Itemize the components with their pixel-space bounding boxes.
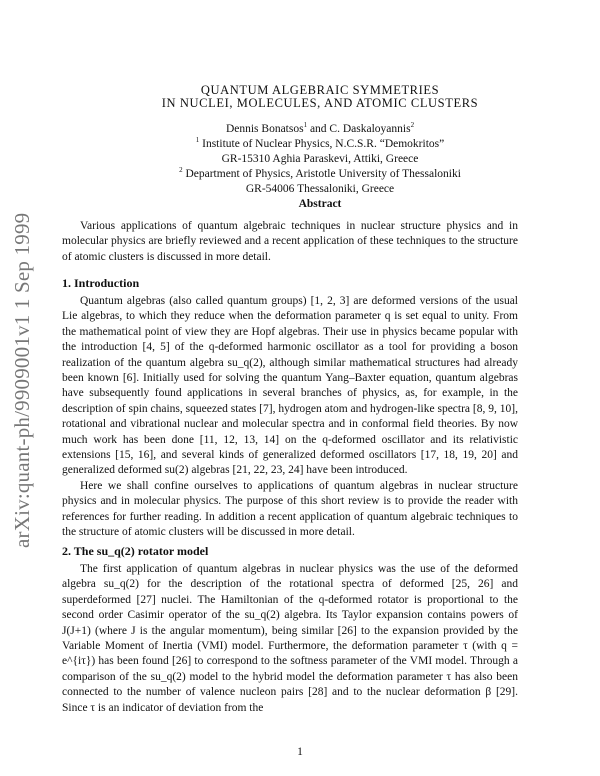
author-1: Dennis Bonatsos bbox=[225, 123, 304, 135]
affiliation-1-mark: 1 bbox=[195, 136, 200, 145]
abstract-heading: Abstract bbox=[298, 198, 342, 210]
abstract-text: Various applications of quantum algebraic techniques in nuclear structure physics and in molecular physics are briefly reviewed and a recent application of these techniques to the structure of atomic clusters is discussed in more detail. bbox=[62, 220, 518, 263]
section-2-paragraph-1: The first application of quantum algebras in nuclear physics was the use of the deformed algebra su_q(2) for the description of the rotational spectra of deformed [25, 26] and superdeformed [27] nuclei. The Hamiltonian of the q-deformed rotator is proportional to the second order Casimir operator of the su_q(2) algebra. Its Taylor expansion contains powers of J(J+1) (where J is the angular momentum), being similar [26] to the expansion provided by the Variable Moment of Inertia (VMI) model. Furthermore, the deformation parameter τ (with q = e^{iτ}) has been found [26] to correspond to the softness parameter of the VMI model. Through a comparison of the su_q(2) model to the hybrid model the deformation parameter τ has also been connected to the number of valence nucleon pairs [28] and to the nuclear deformation β [29]. Since τ is an indicator of deviation from the bbox=[62, 563, 518, 714]
section-1-paragraph-1: Quantum algebras (also called quantum groups) [1, 2, 3] are deformed versions of the usual Lie algebras, to which they reduce when the deformation parameter q is set equal to unity. From the mathematical point of view they are Hopf algebras. Their use in physics became popular with the introduction [4, 5] of the q-deformed harmonic oscillator as a tool for providing a boson realization of the quantum algebra su_q(2), although similar mathematical structures had already been known [6]. Initially used for solving the quantum Yang–Baxter equation, quantum algebras have subsequently found applications in several branches of physics, as, for example, in the description of spin chains, squeezed states [7], hydrogen atom and hydrogen-like spectra [8, 9, 10], rotational and vibrational nuclear and molecular spectra and in conformal field theories. By now much work has been done [11, 12, 13, 14] on the q-deformed oscillator and its relativistic extensions [15, 16], and several kinds of generalized deformed oscillators [17, 18, 19, 20] and generalized deformed su(2) algebras [21, 22, 23, 24] have been introduced. bbox=[62, 295, 518, 477]
author-2: C. Daskaloyannis bbox=[329, 123, 411, 135]
authors bbox=[60, 123, 580, 135]
affiliation-2-address: GR-54006 Thessaloniki, Greece bbox=[245, 183, 395, 195]
affiliation-1-line-1 bbox=[60, 138, 580, 150]
section-2-heading: 2. The su_q(2) rotator model bbox=[62, 544, 209, 558]
author-joiner: and bbox=[307, 123, 330, 135]
author-1-mark: 1 bbox=[303, 121, 308, 130]
paper-title-line-2: IN NUCLEI, MOLECULES, AND ATOMIC CLUSTERS bbox=[161, 96, 479, 110]
affiliation-2-line-1 bbox=[60, 168, 580, 180]
affiliation-2-name: Department of Physics, Aristotle University of Thessaloniki bbox=[182, 168, 461, 180]
author-2-mark: 2 bbox=[410, 121, 415, 130]
affiliation-1-address: GR-15310 Aghia Paraskevi, Attiki, Greece bbox=[221, 153, 419, 165]
arxiv-identifier: arXiv:quant-ph/9909001v1 1 Sep 1999 bbox=[10, 212, 34, 548]
affiliation-2-mark: 2 bbox=[179, 166, 183, 175]
affiliation-1-name: Institute of Nuclear Physics, N.C.S.R. “Demokritos” bbox=[199, 138, 445, 150]
section-1-heading: 1. Introduction bbox=[62, 276, 140, 290]
page-number: 1 bbox=[297, 746, 303, 758]
section-1-paragraph-2: Here we shall confine ourselves to applications of quantum algebras in nuclear structure physics and in molecular physics. The purpose of this short review is to provide the reader with references for further reading. In addition a recent application of quantum algebraic techniques to the structure of atomic clusters will be discussed in more detail. bbox=[62, 480, 518, 539]
paper-title-line-1: QUANTUM ALGEBRAIC SYMMETRIES bbox=[200, 83, 440, 97]
